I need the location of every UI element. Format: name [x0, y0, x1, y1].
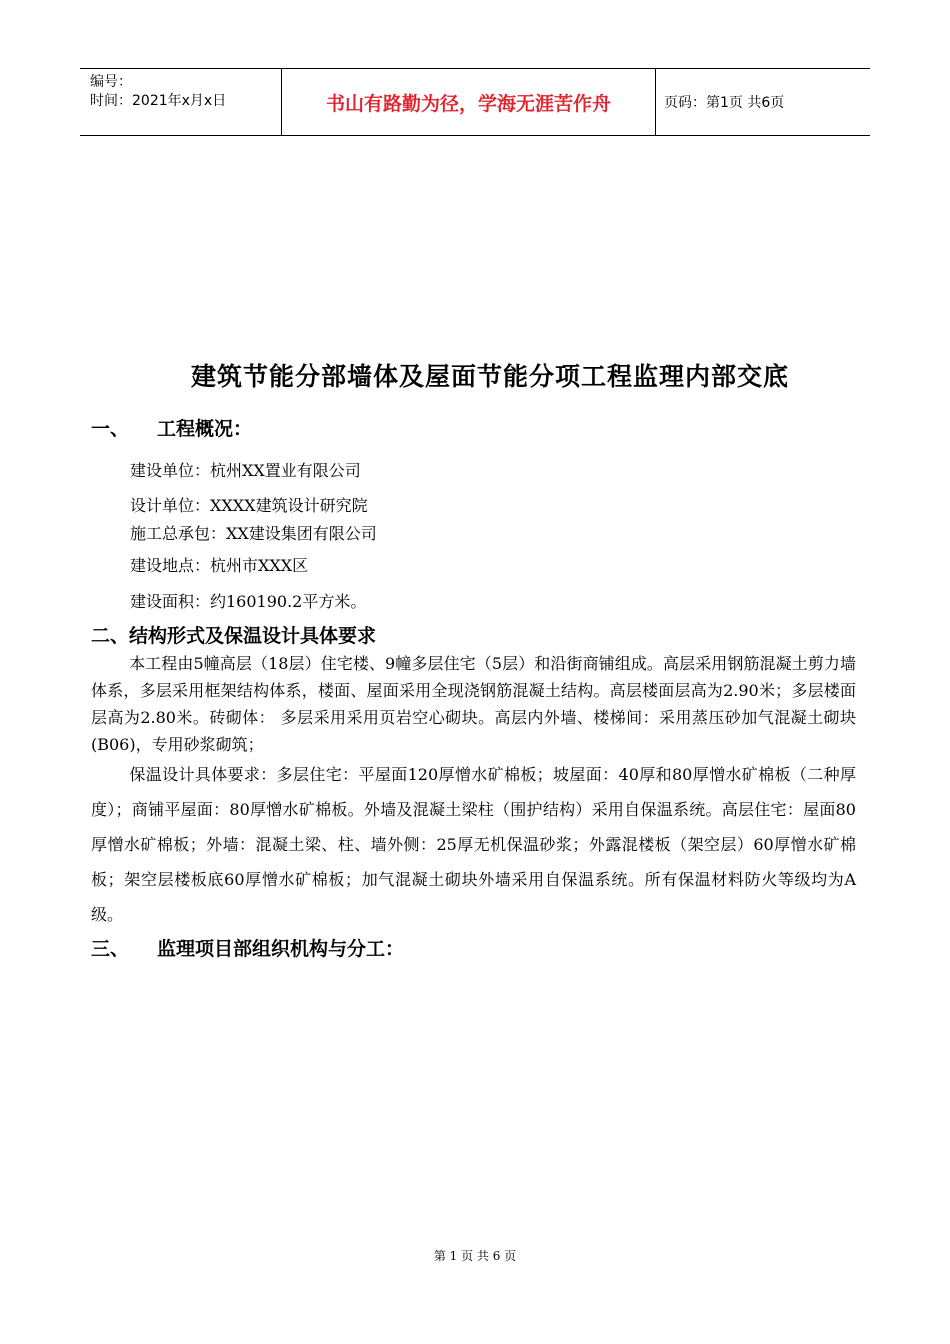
section-1-number: 一、: [91, 418, 130, 440]
insulation-paragraph: [91, 757, 856, 932]
header-left-cell: [80, 69, 281, 135]
structure-paragraph-text: 本工程由5幢高层（18层）住宅楼、9幢多层住宅（5层）和沿街商铺组成。高层采用钢筋混凝土剪力墙体系，多层采用框架结构体系，楼面、屋面采用全现浇钢筋混凝土结构。高层楼面层高为2.90米；多层楼面层高为2.80米。砖砌体： 多层采用采用页岩空心砌块。高层内外墙、楼梯间：采用蒸压砂加气混凝土砌块(B06)，专用砂浆砌筑；: [91, 654, 856, 754]
info-area: 建设面积：约160190.2平方米。: [130, 592, 367, 611]
time-label: 时间：2021年x月x日: [90, 93, 227, 109]
info-location: 建设地点：杭州市XXX区: [130, 556, 309, 575]
header-motto: 书山有路勤为径，学海无涯苦作舟: [281, 69, 656, 135]
insulation-paragraph-text: 保温设计具体要求：多层住宅：平屋面120厚憎水矿棉板；坡屋面：40厚和80厚憎水矿棉板（二种厚度）；商铺平屋面：80厚憎水矿棉板。外墙及混凝土梁柱（围护结构）采用自保温系统。高层住宅：屋面80厚憎水矿棉板；外墙：混凝土梁、柱、墙外侧：25厚无机保温砂浆；外露混楼板（架空层）60厚憎水矿棉板；架空层楼板底60厚憎水矿棉板；加气混凝土砌块外墙采用自保温系统。所有保温材料防火等级均为A级。: [91, 765, 856, 924]
info-designer: 设计单位：XXXX建筑设计研究院: [130, 496, 368, 515]
info-contractor: 施工总承包：XX建设集团有限公司: [130, 524, 377, 543]
header-page-label: 页码：第1页 共6页: [664, 95, 785, 111]
document-title: 建筑节能分部墙体及屋面节能分项工程监理内部交底: [191, 362, 790, 391]
page-header: [80, 68, 870, 136]
section-1-heading: [91, 414, 252, 441]
section-3-heading: [91, 934, 404, 961]
section-3-number: 三、: [91, 938, 130, 960]
number-label: 编号：: [90, 74, 132, 90]
section-1-title: 工程概况：: [157, 418, 253, 440]
info-owner: 建设单位：杭州XX置业有限公司: [130, 461, 361, 480]
section-2-heading: 二、结构形式及保温设计具体要求: [91, 625, 377, 647]
page-footer: 第 1 页 共 6 页: [433, 1249, 517, 1263]
section-3-title: 监理项目部组织机构与分工：: [157, 938, 405, 960]
structure-paragraph: [91, 650, 856, 758]
